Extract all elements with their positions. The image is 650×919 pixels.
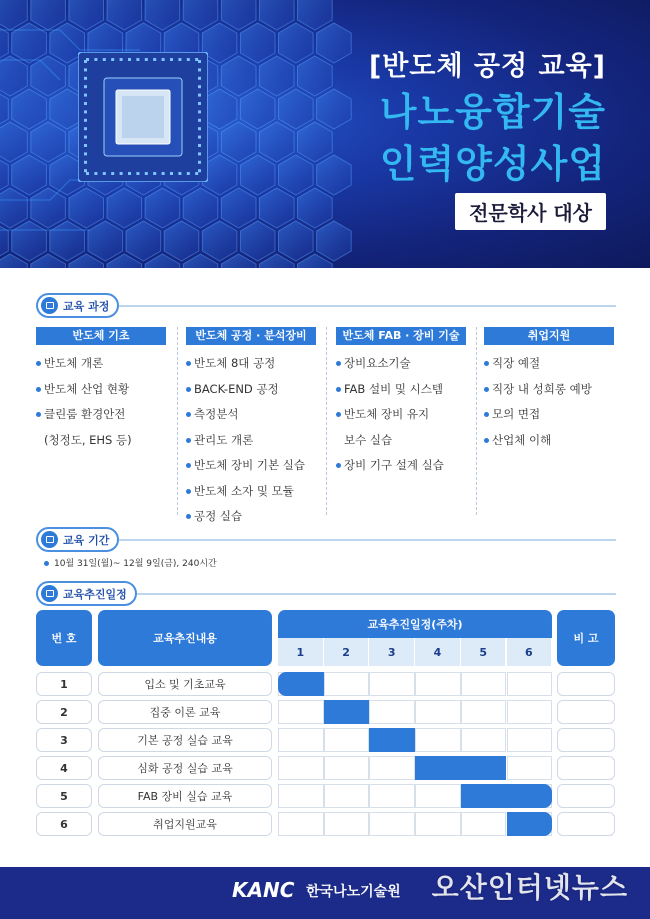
course-column-title: 반도체 기초 (36, 327, 166, 345)
column-header-content: 교육추진내용 (98, 610, 272, 666)
hexagon-shape (221, 188, 256, 228)
column-header-weeks: 교육추진일정(주차) (278, 610, 552, 638)
course-column-1 (36, 327, 166, 453)
hexagon-shape (107, 188, 142, 228)
chip-pin (198, 144, 201, 147)
week-cell (278, 812, 324, 836)
period-section-title: 교육 기간 (63, 533, 110, 547)
course-item: 직장 예절 (484, 351, 614, 377)
hexagon-shape (12, 155, 47, 195)
hexagon-shape (31, 56, 66, 96)
chip-pin (178, 58, 181, 61)
row-content: FAB 장비 실습 교육 (98, 784, 272, 808)
chip-pin (198, 60, 201, 63)
course-item: 보수 실습 (344, 432, 393, 447)
divider (119, 539, 616, 541)
row-number: 1 (36, 672, 92, 696)
hexagon-shape (317, 155, 352, 195)
week-cell (415, 728, 461, 752)
column-divider (476, 327, 477, 515)
chip-pin (162, 172, 165, 175)
week-header-3: 3 (369, 638, 414, 666)
main-title-line2: 인력양성사업 (379, 142, 606, 186)
chip-pin (153, 58, 156, 61)
hexagon-shape (107, 0, 142, 30)
schedule-section-title: 교육추진일정 (63, 587, 127, 601)
hexagon-shape (0, 188, 27, 228)
row-note (557, 672, 615, 696)
hexagon-shape (0, 89, 8, 129)
period-section-pill (36, 527, 119, 552)
hexagon-shape (240, 89, 275, 129)
chip-pin (84, 85, 87, 88)
main-title (380, 86, 606, 190)
hexagon-shape (183, 0, 218, 30)
hexagon-shape (0, 23, 8, 63)
week-cell (324, 812, 370, 836)
chip-pin (84, 136, 87, 139)
hexagon-shape (240, 23, 275, 63)
week-cell (278, 756, 324, 780)
course-item: 직장 내 성희롱 예방 (484, 377, 614, 403)
chip-pin (84, 169, 87, 172)
course-item: 산업체 이해 (484, 428, 614, 454)
course-column-2 (186, 327, 316, 530)
row-number: 2 (36, 700, 92, 724)
week-cell (415, 700, 461, 724)
course-item-list (186, 351, 316, 530)
row-content: 취업지원교육 (98, 812, 272, 836)
hexagon-shape (31, 122, 66, 162)
chip-pin (103, 172, 106, 175)
chip-pin (198, 152, 201, 155)
chip-pin (178, 172, 181, 175)
hexagon-shape (0, 0, 27, 30)
course-item: 반도체 장비 기본 실습 (186, 453, 316, 479)
hexagon-shape (145, 0, 180, 30)
course-item: 반도체 8대 공정 (186, 351, 316, 377)
course-item: BACK-END 공정 (186, 377, 316, 403)
hexagon-shape (0, 56, 27, 96)
week-cell (415, 812, 461, 836)
kanc-logo: KANC (232, 878, 295, 902)
row-note (557, 756, 615, 780)
hexagon-shape (202, 221, 237, 261)
chip-pin (162, 58, 165, 61)
chip-illustration (78, 52, 208, 182)
course-item: 클린룸 환경안전 (36, 402, 166, 428)
hexagon-shape (240, 221, 275, 261)
hexagon-shape (145, 188, 180, 228)
week-header-2: 2 (324, 638, 369, 666)
schedule-bar (324, 700, 370, 724)
schedule-bar (369, 728, 415, 752)
chip-pin (198, 85, 201, 88)
chip-pin (198, 161, 201, 164)
hexagon-shape (31, 188, 66, 228)
schedule-bar (507, 812, 553, 836)
audience-badge: 전문학사 대상 (455, 193, 606, 230)
chip-pin (84, 102, 87, 105)
row-content: 입소 및 기초교육 (98, 672, 272, 696)
news-watermark: 오산인터넷뉴스 (431, 871, 628, 904)
hexagon-shape (183, 188, 218, 228)
row-content: 심화 공정 실습 교육 (98, 756, 272, 780)
hexagon-shape (259, 0, 294, 30)
course-item-list (36, 351, 166, 453)
course-item: 반도체 산업 현황 (36, 377, 166, 403)
chip-pin (170, 58, 173, 61)
hexagon-shape (12, 221, 47, 261)
week-cell (415, 672, 461, 696)
hexagon-shape (298, 0, 333, 30)
bullet-icon (44, 561, 49, 566)
chip-pin (198, 77, 201, 80)
main-title-line1: 나노융합기술 (379, 90, 606, 134)
chip-pin (195, 172, 198, 175)
period-section-header (36, 527, 616, 552)
week-cell (324, 672, 370, 696)
hexagon-shape (259, 188, 294, 228)
hexagon-shape (279, 89, 314, 129)
row-note (557, 700, 615, 724)
chip-pin (84, 110, 87, 113)
week-cell (507, 672, 553, 696)
course-item-list (484, 351, 614, 453)
hero-banner (0, 0, 650, 268)
chip-pin (120, 58, 123, 61)
hexagon-shape (279, 221, 314, 261)
chip-pin (84, 127, 87, 130)
chip-pin (84, 119, 87, 122)
chip-pin (84, 68, 87, 71)
course-item: 반도체 개론 (36, 351, 166, 377)
schedule-section-pill (36, 581, 137, 606)
row-number: 3 (36, 728, 92, 752)
chip-pin (136, 172, 139, 175)
course-item: 반도체 장비 유지 (336, 402, 466, 428)
chip-pin (84, 152, 87, 155)
schedule-bar (461, 784, 552, 808)
column-divider (177, 327, 178, 515)
course-item: 장비 기구 설계 실습 (336, 453, 466, 479)
row-content: 기본 공정 실습 교육 (98, 728, 272, 752)
week-header-6: 6 (507, 638, 552, 666)
hexagon-shape (317, 23, 352, 63)
hexagon-shape (240, 155, 275, 195)
course-item: 장비요소기술 (336, 351, 466, 377)
hexagon-shape (88, 221, 123, 261)
hexagon-shape (279, 23, 314, 63)
column-header-no: 번 호 (36, 610, 92, 666)
column-header-note: 비 고 (557, 610, 615, 666)
course-column-title: 반도체 FAB · 장비 기술 (336, 327, 466, 345)
week-cell (415, 784, 461, 808)
week-cell (324, 784, 370, 808)
chip-pin (198, 136, 201, 139)
row-number: 4 (36, 756, 92, 780)
row-number: 5 (36, 784, 92, 808)
week-cell (461, 728, 507, 752)
chip-pin (136, 58, 139, 61)
chip-pin (198, 102, 201, 105)
hexagon-shape (221, 56, 256, 96)
course-item: 관리도 개론 (186, 428, 316, 454)
hexagon-shape (259, 56, 294, 96)
week-cell (461, 700, 507, 724)
week-cell (278, 700, 324, 724)
week-cell (461, 672, 507, 696)
course-item: 모의 면접 (484, 402, 614, 428)
row-note (557, 812, 615, 836)
week-cell (461, 812, 507, 836)
chip-pin (198, 94, 201, 97)
course-item: FAB 설비 및 시스템 (336, 377, 466, 403)
course-column-title: 반도체 공정 · 분석장비 (186, 327, 316, 345)
row-number: 6 (36, 812, 92, 836)
hexagon-shape (0, 155, 8, 195)
chip-pin (153, 172, 156, 175)
chip-pin (187, 172, 190, 175)
week-header-4: 4 (415, 638, 460, 666)
schedule-bar (415, 756, 506, 780)
row-content: 집중 이론 교육 (98, 700, 272, 724)
chip-pin (198, 127, 201, 130)
hexagon-shape (50, 221, 85, 261)
hexagon-shape (164, 221, 199, 261)
hexagon-shape (31, 0, 66, 30)
week-cell (278, 784, 324, 808)
week-cell (507, 728, 553, 752)
hexagon-shape (12, 23, 47, 63)
divider (119, 305, 616, 307)
hexagon-shape (221, 122, 256, 162)
hexagon-shape (12, 89, 47, 129)
chip-pin (128, 58, 131, 61)
hexagon-shape (317, 221, 352, 261)
week-cell (324, 756, 370, 780)
week-header-1: 1 (278, 638, 323, 666)
divider (137, 593, 616, 595)
chip-pin (120, 172, 123, 175)
chip-pin (111, 58, 114, 61)
org-name: 한국나노기술원 (306, 884, 401, 900)
chip-pin (128, 172, 131, 175)
column-divider (326, 327, 327, 515)
week-header-5: 5 (461, 638, 506, 666)
calendar-icon (41, 531, 58, 548)
course-item: 공정 실습 (186, 504, 316, 530)
hexagon-shape (298, 122, 333, 162)
course-column-4 (484, 327, 614, 453)
monitor-icon (41, 297, 58, 314)
chip-pin (84, 77, 87, 80)
chip-pin (170, 172, 173, 175)
schedule-bar (278, 672, 324, 696)
hexagon-shape (259, 122, 294, 162)
bracket-title: [반도체 공정 교육] (368, 51, 606, 82)
course-section-title: 교육 과정 (63, 299, 110, 313)
chip-pin (103, 58, 106, 61)
chip-pin (84, 94, 87, 97)
chip-pin (195, 58, 198, 61)
week-cell (369, 756, 415, 780)
chip-pin (187, 58, 190, 61)
course-item: 측정분석 (186, 402, 316, 428)
course-item-list (336, 351, 466, 479)
hexagon-shape (317, 89, 352, 129)
hexagon-shape (221, 0, 256, 30)
week-cell (369, 700, 415, 724)
course-section-header (36, 293, 616, 318)
hexagon-shape (298, 188, 333, 228)
chip-pin (198, 119, 201, 122)
chip-pin (145, 172, 148, 175)
week-cell (507, 756, 553, 780)
period-value: 10월 31일(월)~ 12월 9일(금), 240시간 (54, 559, 217, 569)
row-note (557, 728, 615, 752)
chip-pin (84, 144, 87, 147)
hexagon-shape (298, 56, 333, 96)
chip-pin (86, 172, 89, 175)
chip-pin (198, 169, 201, 172)
period-text (44, 556, 217, 569)
hexagon-shape (126, 221, 161, 261)
chip-pin (198, 110, 201, 113)
course-section-pill (36, 293, 119, 318)
course-item: 반도체 소자 및 모듈 (186, 479, 316, 505)
chip-pin (94, 172, 97, 175)
calendar-icon (41, 585, 58, 602)
hexagon-shape (279, 155, 314, 195)
chip-pin (94, 58, 97, 61)
hexagon-shape (69, 0, 104, 30)
chip-pin (84, 161, 87, 164)
chip-pin (111, 172, 114, 175)
week-cell (278, 728, 324, 752)
week-cell (324, 728, 370, 752)
schedule-section-header (36, 581, 616, 606)
week-cell (369, 784, 415, 808)
row-note (557, 784, 615, 808)
hexagon-shape (0, 122, 27, 162)
week-cell (369, 672, 415, 696)
chip-pin (145, 58, 148, 61)
hexagon-shape (0, 221, 8, 261)
chip-pin (84, 60, 87, 63)
week-cell (507, 700, 553, 724)
week-cell (369, 812, 415, 836)
chip-pin (198, 68, 201, 71)
course-column-3 (336, 327, 466, 479)
course-column-title: 취업지원 (484, 327, 614, 345)
course-item: (청정도, EHS 등) (44, 432, 132, 447)
hexagon-shape (69, 188, 104, 228)
